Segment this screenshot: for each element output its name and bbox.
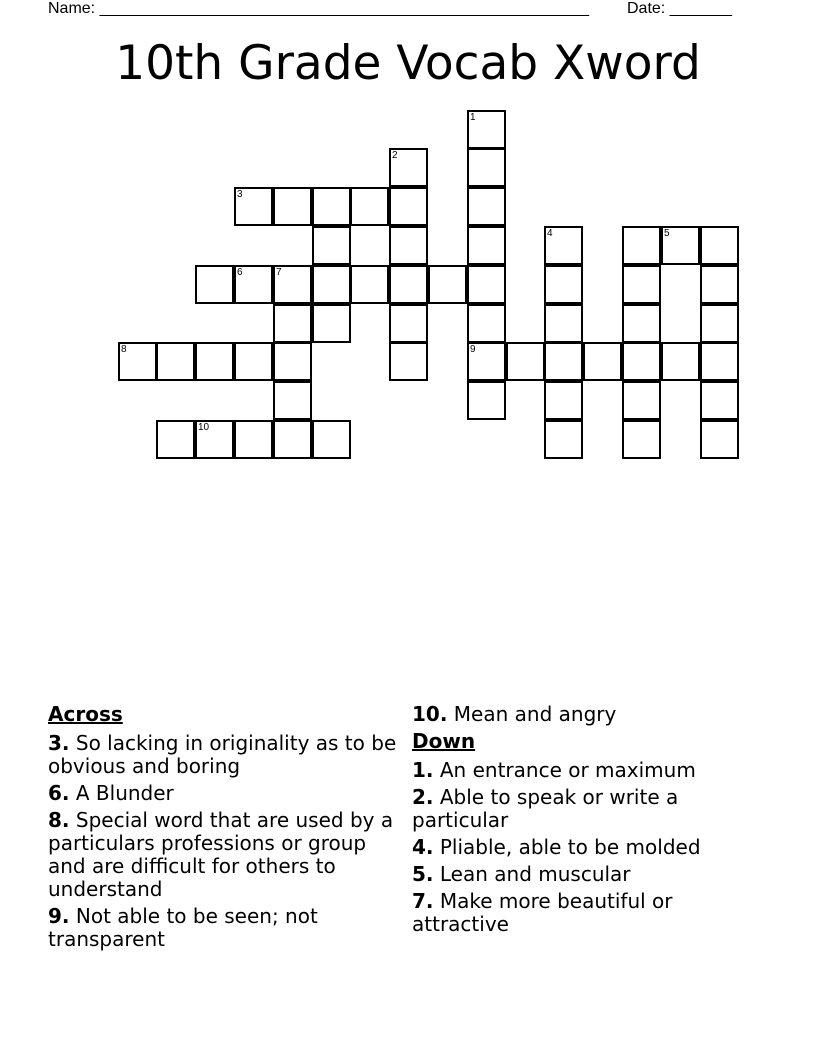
clue-number: 7. xyxy=(412,889,434,913)
grid-cell[interactable] xyxy=(389,226,428,265)
clue-across-9 xyxy=(48,905,400,951)
grid-cell[interactable] xyxy=(700,265,739,304)
cell-number: 7 xyxy=(276,267,282,278)
grid-cell[interactable] xyxy=(544,342,583,381)
grid-cell[interactable] xyxy=(583,342,622,381)
clue-number: 6. xyxy=(48,781,70,805)
grid-cell[interactable] xyxy=(273,342,312,381)
grid-cell[interactable] xyxy=(467,110,506,149)
grid-cell[interactable] xyxy=(312,265,351,304)
clue-number: 3. xyxy=(48,731,70,755)
grid-cell[interactable] xyxy=(389,187,428,226)
grid-cell[interactable] xyxy=(544,226,583,265)
down-heading: Down xyxy=(412,729,476,753)
clue-column-left xyxy=(48,703,400,955)
date-line[interactable]: Date: _______ xyxy=(627,0,732,17)
grid-cell[interactable] xyxy=(467,304,506,343)
clue-text: So lacking in originality as to be obvious and boring xyxy=(48,731,397,778)
across-heading: Across xyxy=(48,702,123,726)
grid-cell[interactable] xyxy=(273,381,312,420)
grid-cell[interactable] xyxy=(544,265,583,304)
grid-cell[interactable] xyxy=(195,420,234,459)
grid-cell[interactable] xyxy=(467,148,506,187)
grid-cell[interactable] xyxy=(234,265,273,304)
grid-cell[interactable] xyxy=(467,342,506,381)
cell-number: 1 xyxy=(470,112,476,123)
grid-cell[interactable] xyxy=(622,420,661,459)
grid-cell[interactable] xyxy=(700,304,739,343)
grid-cell[interactable] xyxy=(428,265,467,304)
grid-cell[interactable] xyxy=(467,265,506,304)
grid-cell[interactable] xyxy=(350,265,389,304)
grid-cell[interactable] xyxy=(467,226,506,265)
grid-cell[interactable] xyxy=(389,342,428,381)
grid-cell[interactable] xyxy=(700,381,739,420)
grid-cell[interactable] xyxy=(195,265,234,304)
grid-cell[interactable] xyxy=(312,420,351,459)
grid-cell[interactable] xyxy=(622,304,661,343)
grid-cell[interactable] xyxy=(700,342,739,381)
grid-cell[interactable] xyxy=(700,420,739,459)
clue-number: 9. xyxy=(48,904,70,928)
clue-down-1 xyxy=(412,759,752,782)
grid-cell[interactable] xyxy=(195,342,234,381)
grid-cell[interactable] xyxy=(467,381,506,420)
clue-text: Lean and muscular xyxy=(439,862,631,886)
grid-cell[interactable] xyxy=(234,187,273,226)
grid-cell[interactable] xyxy=(350,187,389,226)
cell-number: 5 xyxy=(664,228,670,239)
clue-across-6 xyxy=(48,782,400,805)
grid-cell[interactable] xyxy=(312,187,351,226)
cell-number: 2 xyxy=(392,150,398,161)
cell-number: 8 xyxy=(121,344,127,355)
grid-cell[interactable] xyxy=(506,342,545,381)
grid-cell[interactable] xyxy=(622,342,661,381)
grid-cell[interactable] xyxy=(661,342,700,381)
clue-down-2 xyxy=(412,786,752,832)
cell-number: 10 xyxy=(198,422,210,433)
clue-text: Mean and angry xyxy=(453,702,617,726)
grid-cell[interactable] xyxy=(273,420,312,459)
clue-number: 8. xyxy=(48,808,70,832)
grid-cell[interactable] xyxy=(544,420,583,459)
cell-number: 6 xyxy=(237,267,243,278)
clue-number: 1. xyxy=(412,758,434,782)
crossword-grid xyxy=(0,0,816,480)
clue-down-7 xyxy=(412,890,752,936)
grid-cell[interactable] xyxy=(389,304,428,343)
grid-cell[interactable] xyxy=(273,304,312,343)
grid-cell[interactable] xyxy=(622,265,661,304)
grid-cell[interactable] xyxy=(544,381,583,420)
grid-cell[interactable] xyxy=(234,420,273,459)
clue-text: Pliable, able to be molded xyxy=(439,835,701,859)
name-line[interactable]: Name: _______________________________________________________ xyxy=(48,0,589,17)
clue-text: An entrance or maximum xyxy=(439,758,696,782)
clue-across-8 xyxy=(48,809,400,901)
grid-cell[interactable] xyxy=(622,226,661,265)
clue-across-10 xyxy=(412,703,752,726)
cell-number: 4 xyxy=(547,228,553,239)
clue-text: Not able to be seen; not transparent xyxy=(48,904,318,951)
clue-number: 10. xyxy=(412,702,448,726)
grid-cell[interactable] xyxy=(622,381,661,420)
clue-down-5 xyxy=(412,863,752,886)
grid-cell[interactable] xyxy=(312,304,351,343)
clue-text: A Blunder xyxy=(75,781,174,805)
clue-number: 5. xyxy=(412,862,434,886)
grid-cell[interactable] xyxy=(273,265,312,304)
clue-number: 4. xyxy=(412,835,434,859)
clue-across-3 xyxy=(48,732,400,778)
clue-text: Able to speak or write a particular xyxy=(412,785,679,832)
clue-text: Special word that are used by a particulars professions or group and are difficult for others to understand xyxy=(48,808,394,901)
grid-cell[interactable] xyxy=(118,342,157,381)
grid-cell[interactable] xyxy=(156,342,195,381)
clue-down-4 xyxy=(412,836,752,859)
page-title: 10th Grade Vocab Xword xyxy=(115,36,701,91)
grid-cell[interactable] xyxy=(273,187,312,226)
grid-cell[interactable] xyxy=(389,265,428,304)
clue-column-right xyxy=(412,703,752,940)
grid-cell[interactable] xyxy=(661,226,700,265)
cell-number: 9 xyxy=(470,344,476,355)
grid-cell[interactable] xyxy=(700,226,739,265)
grid-cell[interactable] xyxy=(544,304,583,343)
grid-cell[interactable] xyxy=(312,226,351,265)
grid-cell[interactable] xyxy=(467,187,506,226)
clue-text: Make more beautiful or attractive xyxy=(412,889,673,936)
grid-cell[interactable] xyxy=(389,148,428,187)
grid-cell[interactable] xyxy=(234,342,273,381)
cell-number: 3 xyxy=(237,189,243,200)
clue-number: 2. xyxy=(412,785,434,809)
grid-cell[interactable] xyxy=(156,420,195,459)
